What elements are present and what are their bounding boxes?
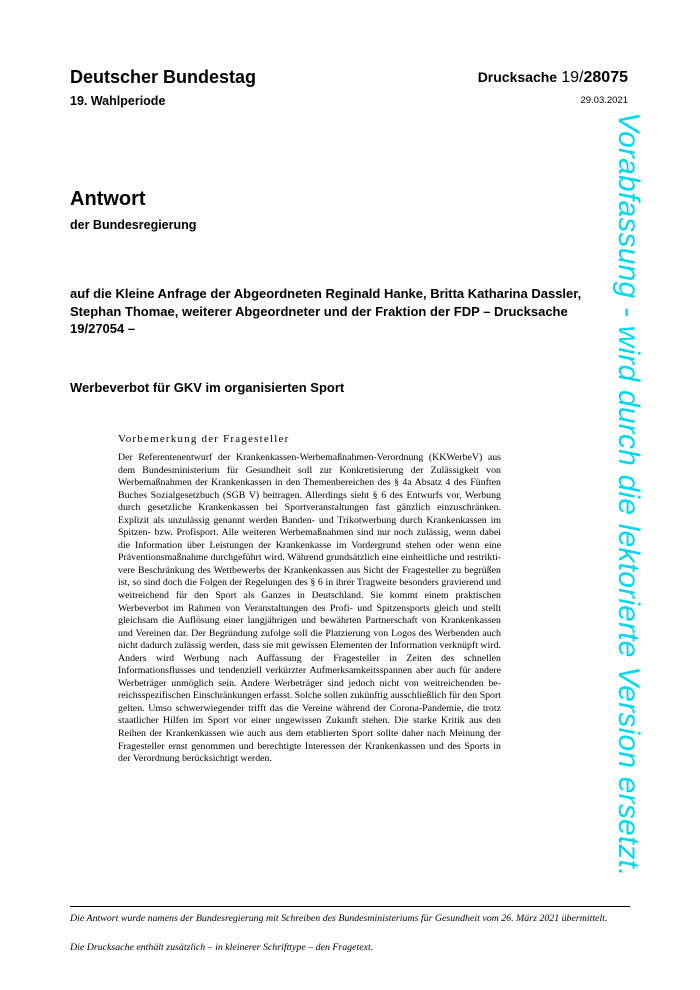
footer-note-transmission: Die Antwort wurde namens der Bundesregierung mit Schreiben des Bundesministeriums für Gesundheit vom 26. März 2021 übermittelt. <box>70 913 608 924</box>
draft-watermark: Vorabfassung - wird durch die lektorierte Version ersetzt. <box>612 112 645 877</box>
document-header-left <box>70 66 256 108</box>
institution-title: Deutscher Bundestag <box>70 67 257 87</box>
document-topic: Werbeverbot für GKV im organisierten Sport <box>70 380 345 395</box>
inquiry-reference: auf die Kleine Anfrage der Abgeordneten Reginald Hanke, Britta Katharina Dassler, Stephan Thomae, weiterer Abgeordneter und der Fraktion der FDP – Drucksache 19/27054 – <box>70 286 582 336</box>
footer-divider <box>70 906 630 907</box>
footer-note-fragetext: Die Drucksache enthält zusätzlich – in kleinerer Schrifttype – den Fragetext. <box>70 942 374 953</box>
vorbemerkung-text: Der Referentenentwurf der Krankenkassen-Werbemaßnahmen-Verordnung (KKWerbeV) aus dem Bundesministerium für Gesundheit soll zur Konkretisierung der Zulässigkeit von Werbemaßnahmen der Krankenkassen in den Themenbereichen des § 4a Absatz 4 des Fünften Buches Sozialgesetzbuch (SGB V) beitragen. Allerdings sieht § 6 des Entwurfs vor, Werbung durch gesetzliche Krankenkassen bei Sportveranstaltungen fast gänzlich einzuschränken. Explizit als unzulässig genannt werden Banden- und Trikotwerbung durch Krankenkassen im Spitzen- bzw. Profisport. Alle weiteren Werbemaßnahmen sind nur noch zulässig, wenn dabei die Information über Leistungen der Krankenkasse im Vordergrund stehen oder wenn eine Präventionsmaßnahme durchgeführt wird. Während grundsätzlich eine einheitliche und restriktivere Beschränkung des Wettbewerbs der Krankenkassen aus Sicht der Fragesteller zu begrüßen ist, so sind doch die Folgen der Regelungen des § 6 in ihrer Tragweite besonders gravierend und weitreichend für den Sport als Ganzes in Deutschland. Sie kommt einem praktischen Werbeverbot im Rahmen von Veranstaltungen des Profi- und Spitzensports gleich und stellt gleichsam die Auflösung einer langjährigen und bewährten Partnerschaft von Krankenkassen und Vereinen dar. Der Begründung zufolge soll die Platzierung von Logos des Werbenden auch nicht dadurch zulässig werden, dass sie mit gewissen Elementen der Information verknüpft wird. Anders wird Werbung nach Auffassung der Fragesteller in Zeiten des schnellen Informationsflusses und tendenziell verkürzter Aufmerksamkeitsspannen aber auch für andere Werbeträger unmöglich sein. Andere Werbeträger sind jedoch nicht von weitreichenden bereichsspezifischen Einschränkungen erfasst. Solche sollen zukünftig ausschließlich für den Sport gelten. Umso schwerwiegender trifft das die Vereine während der Corona-Pandemie, die trotz staatlicher Hilfen im Sport vor einer ungewissen Zukunft stehen. Die starke Kritik aus den Reihen der Krankenkassen wie auch aus dem etablierten Sport sollte daher nach Meinung der Fragesteller ernst genommen und berechtigte Interessen der Krankenkassen und des Sports in der Verordnung berücksichtigt werden. <box>118 452 501 765</box>
document-subtitle: der Bundesregierung <box>70 218 197 232</box>
drucksache-number <box>478 66 628 89</box>
vorbemerkung-heading: Vorbemerkung der Fragesteller <box>118 433 290 445</box>
legislative-period: 19. Wahlperiode <box>70 94 166 108</box>
document-header-right <box>478 66 628 106</box>
drucksache-prefix: 19/ <box>561 69 584 86</box>
drucksache-main-number: 28075 <box>583 69 628 86</box>
document-type: Antwort <box>70 188 146 210</box>
document-date: 29.03.2021 <box>580 95 628 106</box>
drucksache-label: Drucksache <box>477 69 558 85</box>
drucksache-id <box>561 69 628 86</box>
